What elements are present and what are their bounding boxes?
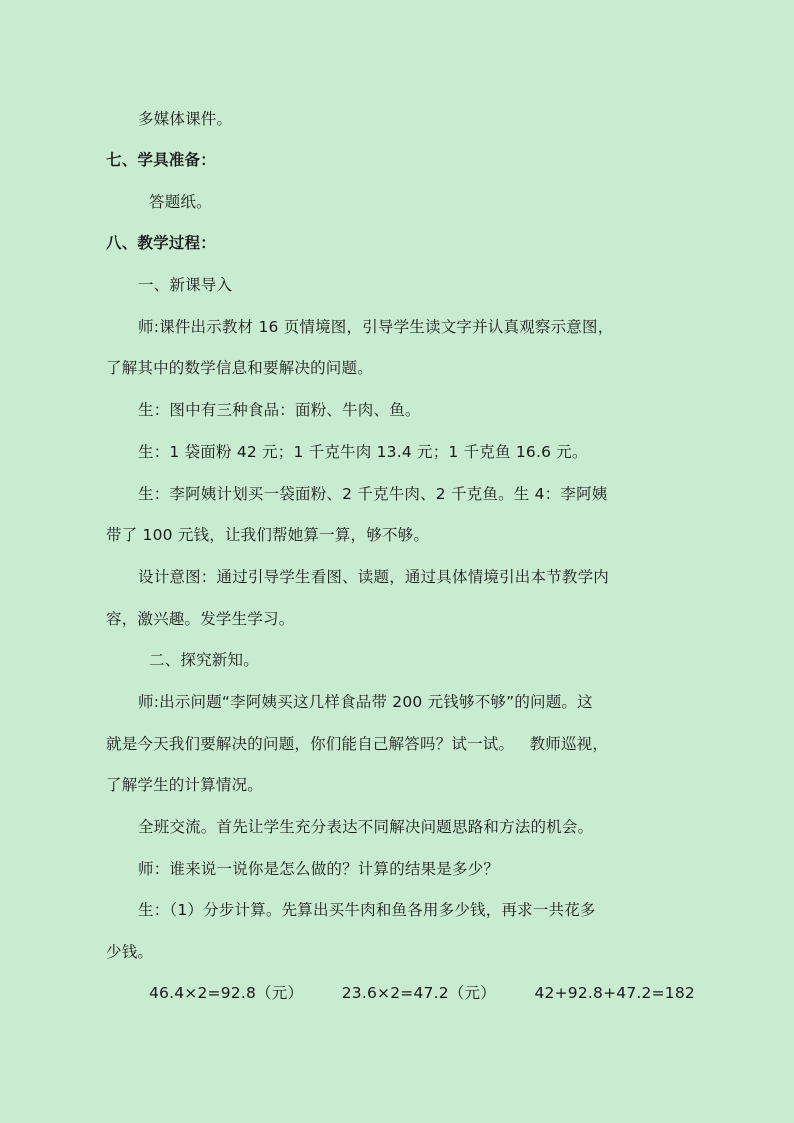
calc-fish: 23.6×2=47.2（元） <box>341 984 496 1002</box>
text-line: 多媒体课件。 <box>138 110 233 128</box>
text-line: 容，激兴趣。发学生学习。 <box>106 610 295 628</box>
calc-beef: 46.4×2=92.8（元） <box>149 984 304 1002</box>
section-heading: 七、学具准备： <box>106 151 216 169</box>
text-line: 生：（1）分步计算。先算出买牛肉和鱼各用多少钱，再求一共花多 <box>138 901 596 919</box>
calc-total: 42+92.8+47.2=182 <box>534 984 695 1002</box>
text-line: 少钱。 <box>106 943 154 961</box>
text-line: 答题纸。 <box>149 193 212 211</box>
text-line: 师:课件出示教材 16 页情境图，引导学生读文字并认真观察示意图， <box>138 318 614 336</box>
text-line: 设计意图：通过引导学生看图、读题，通过具体情境引出本节教学内 <box>138 568 610 586</box>
text-line: 带了 100 元钱，让我们帮她算一算，够不够。 <box>106 526 430 544</box>
text-line: 生：1 袋面粉 42 元；1 千克牛肉 13.4 元；1 千克鱼 16.6 元。 <box>138 443 588 461</box>
subsection-heading: 一、新课导入 <box>138 276 233 294</box>
text-line: 生：图中有三种食品：面粉、牛肉、鱼。 <box>138 401 421 419</box>
text-line: 全班交流。首先让学生充分表达不同解决问题思路和方法的机会。 <box>138 818 594 836</box>
text-line: 生：李阿姨计划买一袋面粉、2 千克牛肉、2 千克鱼。生 4：李阿姨 <box>138 485 608 503</box>
subsection-heading: 二、探究新知。 <box>149 651 259 669</box>
text-line: 了解学生的计算情况。 <box>106 776 264 794</box>
text-line: 师：谁来说一说你是怎么做的？计算的结果是多少？ <box>138 860 500 878</box>
text-line: 了解其中的数学信息和要解决的问题。 <box>106 359 373 377</box>
calculation-line <box>149 983 695 1003</box>
text-line: 就是今天我们要解决的问题，你们能自己解答吗？试一试。 教师巡视， <box>106 735 609 753</box>
section-heading: 八、教学过程： <box>106 234 216 252</box>
text-line: 师:出示问题“李阿姨买这几样食品带 200 元钱够不够”的问题。这 <box>138 693 593 711</box>
